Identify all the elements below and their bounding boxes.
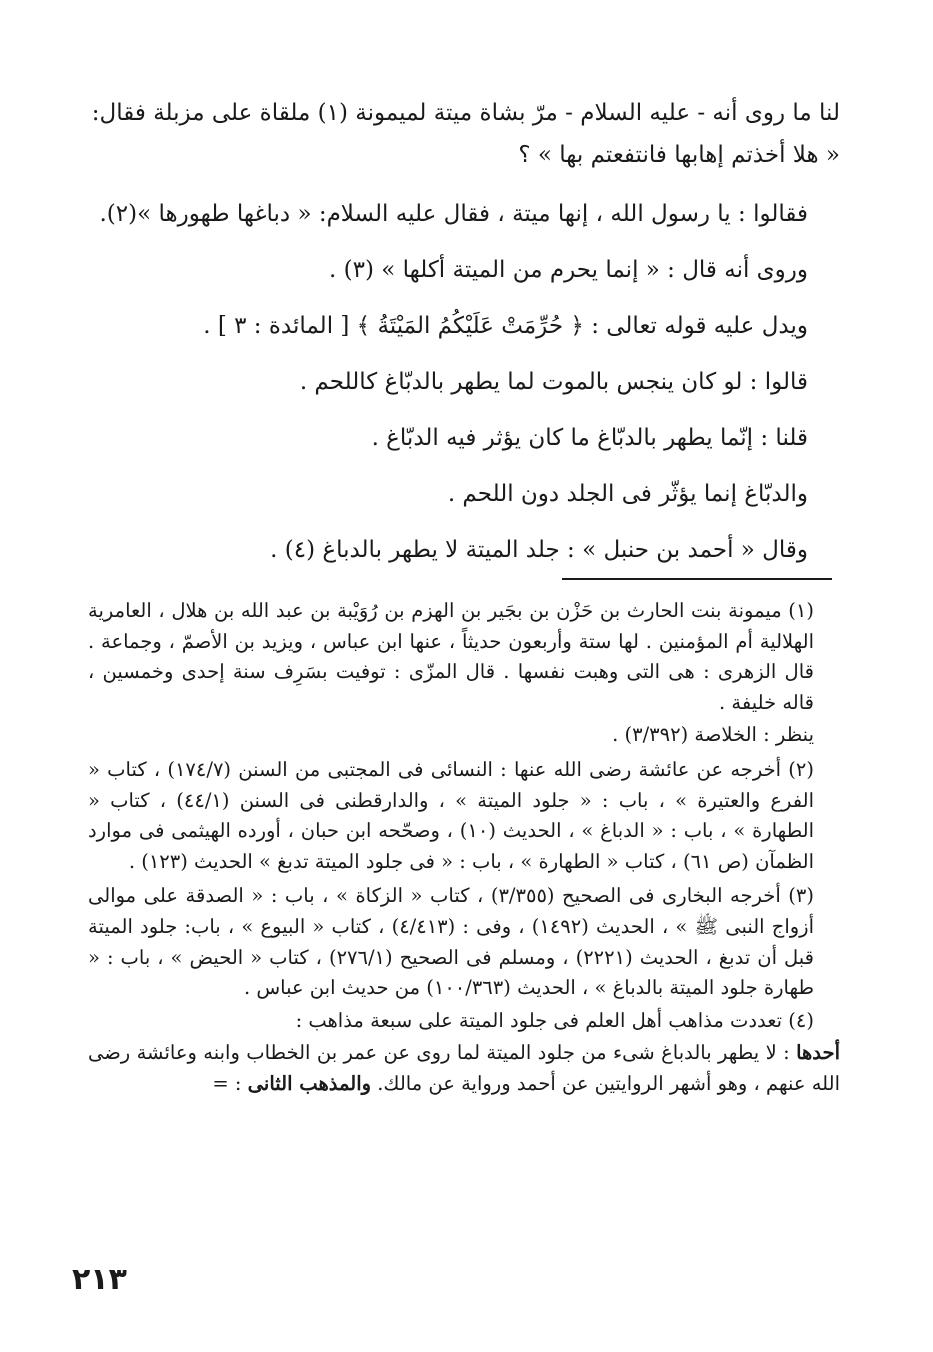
footnote-3: (٣) أخرجه البخارى فى الصحيح (٣/٣٥٥) ، كتاب « الزكاة » ، باب : « الصدقة على موالى أزواج النبى ﷺ » ، الحديث (١٤٩٢) ، وفى : (٤/٤١٣) ، كتاب « البيوع » ، باب: جلود الميتة قبل أن تدبغ ، الحديث (٢٢٢١) ، ومسلم فى الصحيح (٢٧٦/١) ، كتاب « الحيض » ، باب : « طهارة جلود الميتة بالدباغ » ، الحديث (١٠٠/٣٦٣) من حديث ابن عباس . [88, 884, 814, 1000]
paragraph-8: وقال « أحمد بن حنبل » : جلد الميتة لا يطهر بالدباغ (٤) . [270, 537, 808, 563]
footnote-4-continuation [88, 1038, 840, 1099]
footnote-1: (١) ميمونة بنت الحارث بن حَزْن بن بجَير بن الهزم بن رُوَيْبة بن عبد الله بن هلال ، العامرية الهلالية أم المؤمنين . لها ستة وأربعون حديثاً ، عنها ابن عباس ، ويزيد بن الأصمّ ، وجماعة . قال الزهرى : هى التى وهبت نفسها . قال المزّى : توفيت بسَرِف سنة إحدى وخمسين ، قاله خليفة . [88, 599, 814, 714]
paragraph-3: وروى أنه قال : « إنما يحرم من الميتة أكلها » (٣) . [329, 257, 808, 283]
footnote-1-reference: ينظر : الخلاصة (٣/٣٩٢) . [612, 723, 814, 747]
paragraph-2: فقالوا : يا رسول الله ، إنها ميتة ، فقال عليه السلام: « دباغها طهورها »(٢). [99, 201, 808, 227]
main-text [80, 92, 840, 578]
second-opinion-label: والمذهب الثانى [247, 1071, 372, 1095]
page-number: ٢١٣ [72, 1262, 127, 1297]
paragraph-5: قالوا : لو كان ينجس بالموت لما يطهر بالدبّاغ كاللحم . [299, 369, 808, 395]
paragraph-1: لنا ما روى أنه - عليه السلام - مرّ بشاة ميتة لميمونة (١) ملقاة على مزبلة فقال: « هلا أخذتم إهابها فانتفعتم بها » ؟ [91, 100, 840, 168]
footnote-4: (٤) تعددت مذاهب أهل العلم فى جلود الميتة على سبعة مذاهب : [295, 1008, 814, 1032]
second-opinion-text: : = [212, 1071, 242, 1095]
paragraph-4: ويدل عليه قوله تعالى : ﴿ حُرِّمَتْ عَلَيْكُمُ المَيْتَةُ ﴾ [ المائدة : ٣ ] . [203, 313, 808, 339]
footnote-2: (٢) أخرجه عن عائشة رضى الله عنها : النسائى فى المجتبى من السنن (١٧٤/٧) ، كتاب « الفرع والعتيرة » ، باب : « جلود الميتة » ، والدارقطنى فى السنن (٤٤/١) ، كتاب « الطهارة » ، باب : « الدباغ » ، الحديث (١٠) ، وصحّحه ابن حبان ، أورده الهيثمى فى موارد الظمآن (ص ٦١) ، كتاب « الطهارة » ، باب : « فى جلود الميتة تدبغ » الحديث (١٢٣) . [88, 757, 814, 873]
first-opinion-text: : لا يطهر بالدباغ شىء من جلود الميتة لما روى عن عمر بن الخطاب وابنه وعائشة رضى الله عنهم ، وهو أشهر الروايتين عن أحمد ورواية عن مالك. [88, 1041, 840, 1095]
paragraph-7: والدبّاغ إنما يؤثّر فى الجلد دون اللحم . [447, 481, 808, 507]
footnotes [88, 596, 840, 1102]
footnote-separator [562, 578, 832, 580]
paragraph-6: قلنا : إنّما يطهر بالدبّاغ ما كان يؤثر فيه الدبّاغ . [371, 425, 808, 451]
first-opinion-label: أحدها [796, 1041, 840, 1065]
